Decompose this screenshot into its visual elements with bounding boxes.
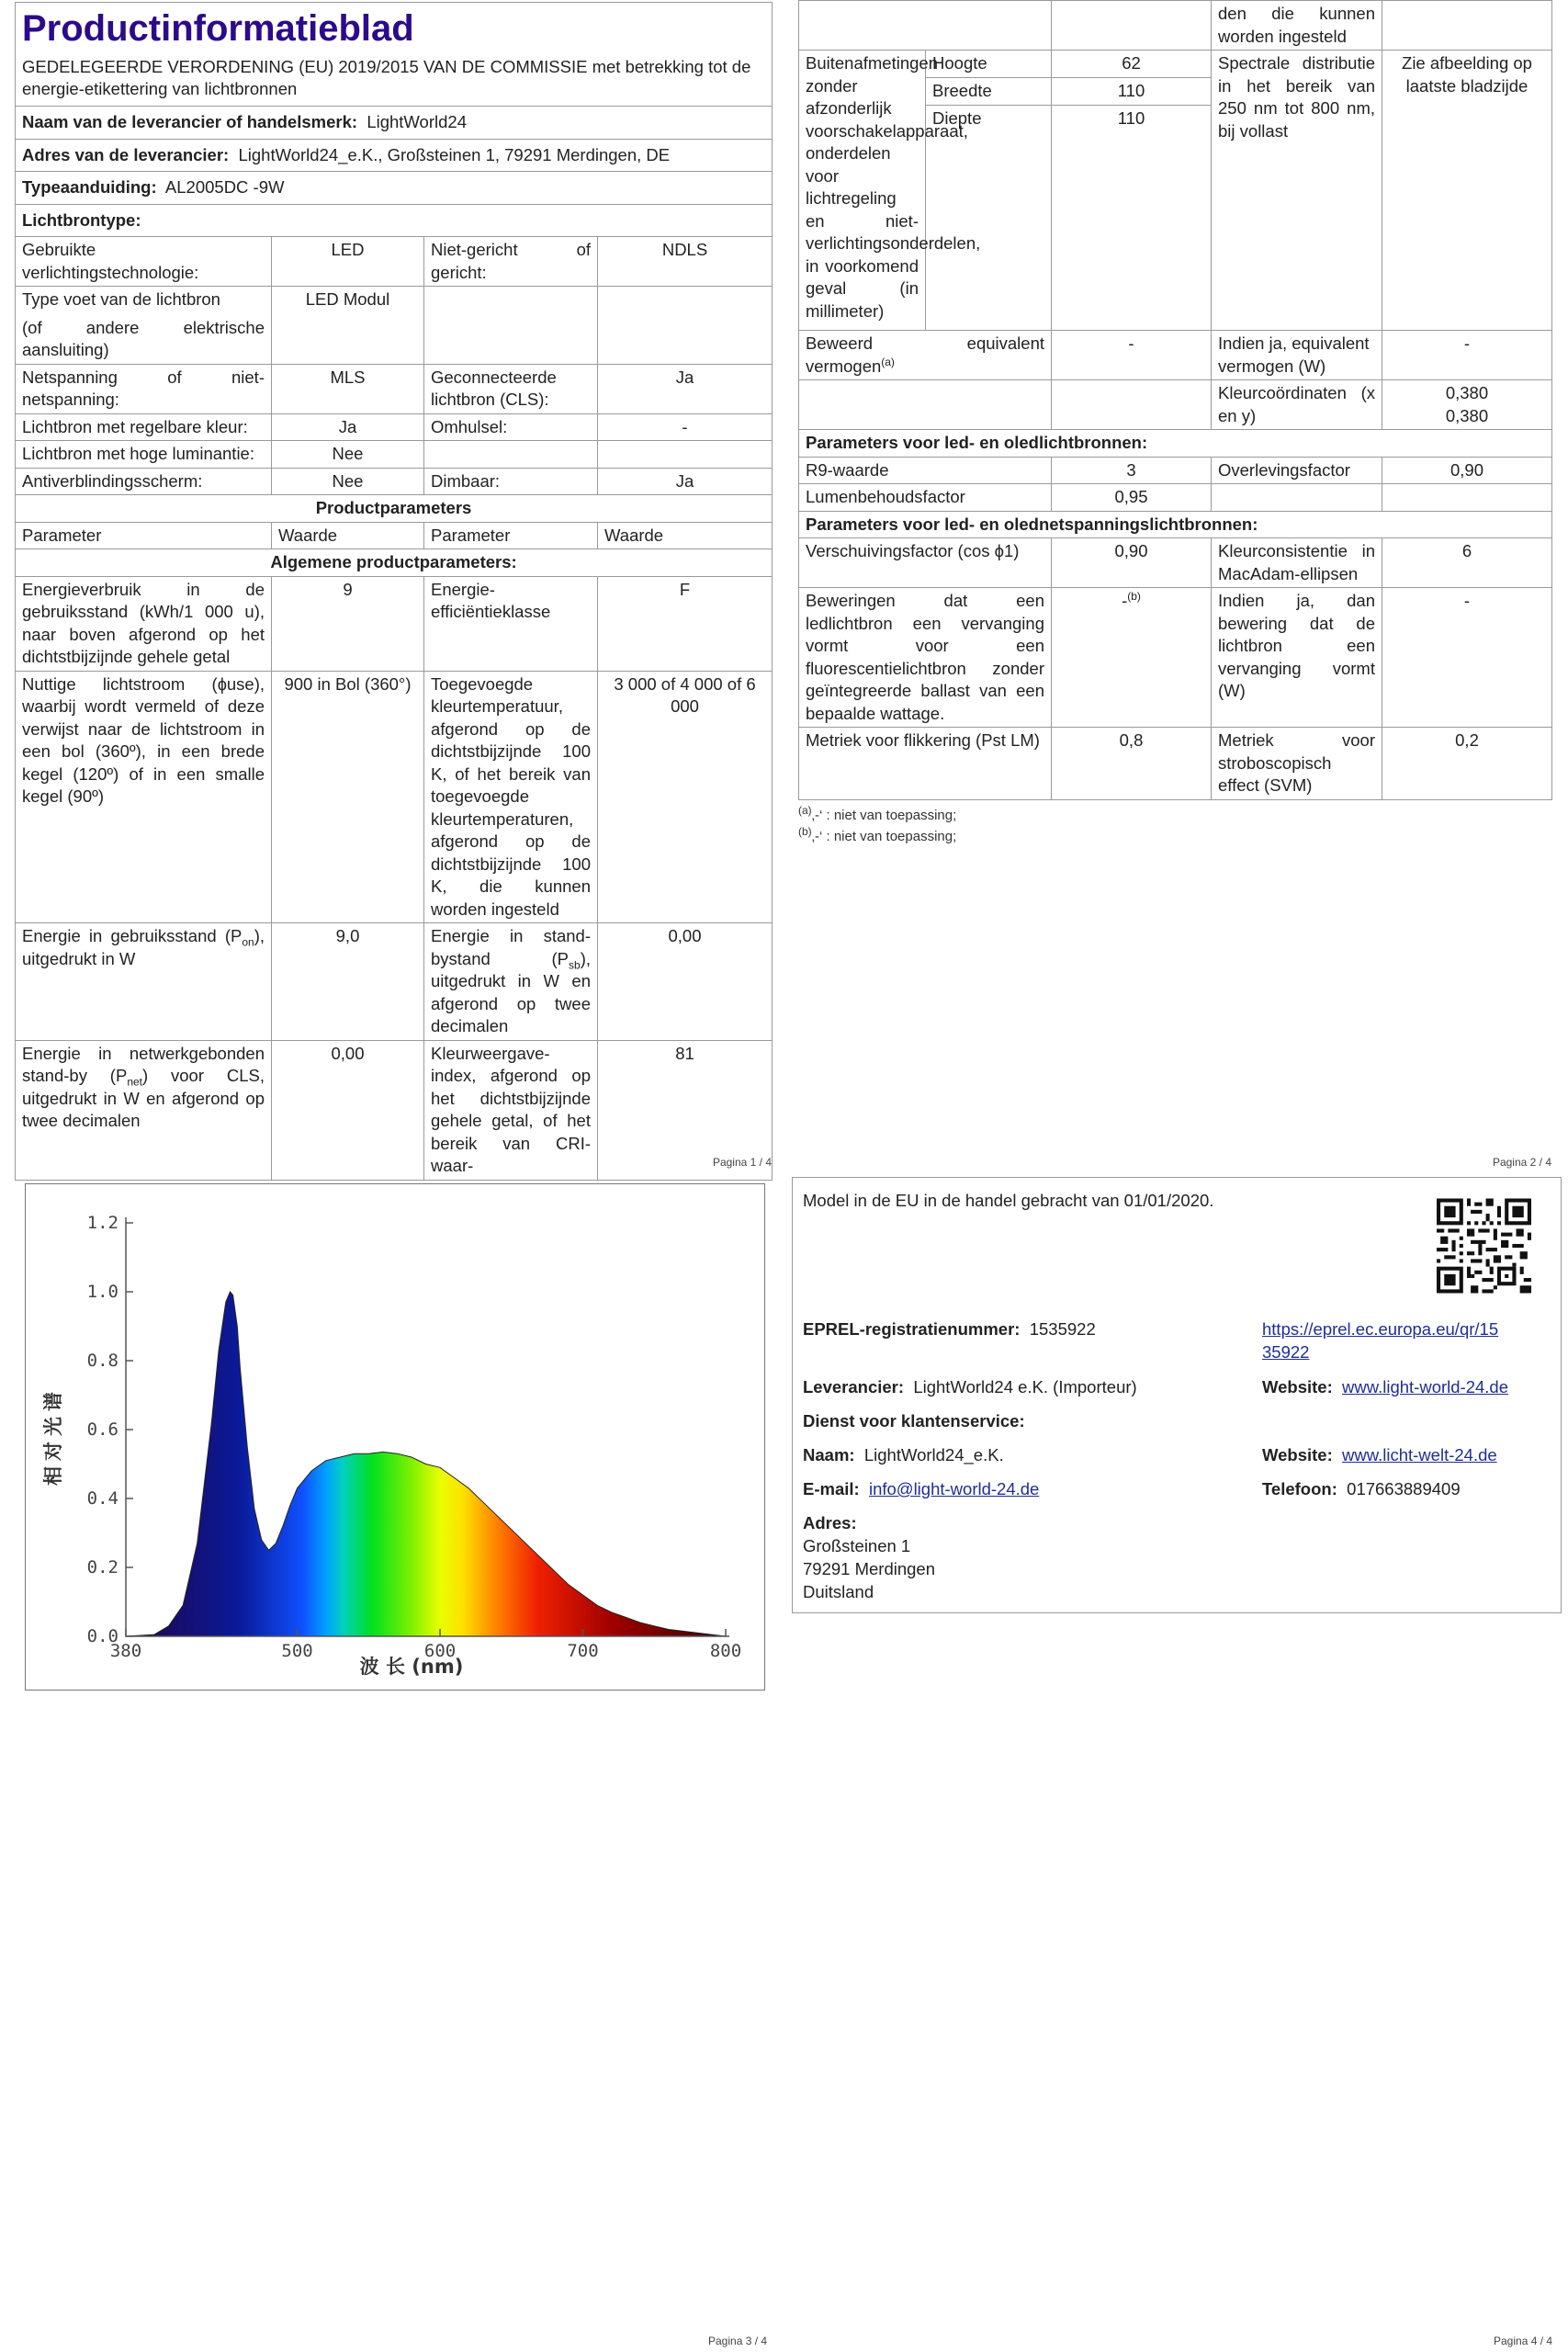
directional-label: Niet-gericht of gericht: [424, 237, 598, 287]
psb-label [424, 923, 598, 1041]
pon-sub: on [242, 935, 254, 949]
supplier-value: LightWorld24 [367, 112, 467, 131]
eqpower-yes-label: Indien ja, equivalent vermogen (W) [1212, 331, 1382, 380]
page-title: Productinformatieblad [22, 8, 414, 49]
dim-label: Dimbaar: [424, 468, 598, 495]
highlum-value: Nee [272, 441, 424, 469]
x-tick-label: 800 [709, 1641, 742, 1661]
cri-label: Kleurweergave-index, afgerond op het dichtstbijzijnde gehele getal, of het bereik van CRI-waar- [424, 1040, 598, 1180]
y-tick-label: 1.2 [86, 1213, 118, 1233]
regulation-text: GEDELEGEERDE VERORDENING (EU) 2019/2015 VAN DE COMMISSIE met betrekking tot de energie-etikettering van lichtbronnen [22, 57, 751, 98]
x-axis-label: 波 长 (nm) [359, 1656, 464, 1678]
footnote-a-mark: (a) [798, 803, 812, 817]
eprel-link-line-1[interactable]: https://eprel.ec.europa.eu/qr/15 [1262, 1319, 1499, 1339]
y-axis-label: 相对光谱 [42, 1386, 64, 1486]
eprel-label: EPREL-registratienummer: [803, 1319, 1021, 1339]
glare-value: Nee [272, 468, 424, 495]
phone-row [1262, 1477, 1461, 1500]
phone-label: Telefoon: [1262, 1479, 1337, 1498]
address-label: Adres van de leverancier: [22, 144, 230, 164]
page-number-4: Pagina 4 / 4 [1494, 2335, 1553, 2347]
y-tick-label: 0.2 [86, 1557, 118, 1577]
plot-area [87, 1213, 741, 1661]
dispfactor-value: 0,90 [1052, 538, 1212, 588]
psb-label-text: Energie in stand-bystand (P [431, 926, 591, 968]
website-row [1262, 1375, 1508, 1398]
colour-label: Lichtbron met regelbare kleur: [16, 413, 272, 441]
website2-link[interactable]: www.licht-welt-24.de [1342, 1445, 1497, 1464]
page-1 [15, 2, 772, 1175]
cap-label-2: (of andere elektrische aansluiting) [22, 317, 265, 359]
footnote-a-text: ‚-‘ : niet van toepassing; [811, 807, 957, 823]
continued-text: den die kunnen worden ingesteld [1212, 1, 1382, 51]
r9-value: 3 [1052, 457, 1212, 484]
address-line-3: Duitsland [803, 1582, 874, 1601]
cap-value: LED Modul [272, 287, 424, 365]
flux-value: 900 in Bol (360°) [272, 671, 424, 923]
pnet-label-text: Energie in netwerkgebonden stand-by (P [22, 1043, 265, 1085]
width-value: 110 [1052, 78, 1212, 106]
eqpower-sup: (a) [881, 355, 895, 368]
footnote-a [798, 803, 1551, 823]
replace-label: Beweringen dat een ledlichtbron een vervanging vormt voor een fluorescentielichtbron zonder geïntegreerde ballast van een bepaalde wattage. [799, 588, 1052, 728]
cap-label-1: Type voet van de lichtbron [22, 289, 220, 309]
y-tick-label: 0.4 [86, 1488, 118, 1509]
email-link[interactable]: info@light-world-24.de [868, 1479, 1040, 1498]
col-header-param-2: Parameter [424, 522, 598, 549]
x-tick-label: 600 [423, 1641, 457, 1661]
col-header-value-2: Waarde [598, 522, 773, 549]
mains-params-heading: Parameters voor led- en olednetspanningslichtbronnen: [799, 511, 1552, 538]
replace-value [1052, 588, 1212, 728]
col-header-param-1: Parameter [16, 522, 272, 549]
phone-value: 017663889409 [1347, 1479, 1461, 1498]
y-tick-label: 0.8 [86, 1351, 118, 1371]
address-line-2: 79291 Merdingen [803, 1559, 935, 1578]
supplier-value-p4: LightWorld24 e.K. (Importeur) [913, 1377, 1137, 1396]
depth-label: Diepte [926, 106, 1052, 331]
replace-yes-label: Indien ja, dan bewering dat de lichtbron een vervanging vormt (W) [1212, 588, 1382, 728]
service-heading [803, 1409, 1025, 1432]
page-number-1: Pagina 1 / 4 [712, 1156, 772, 1169]
psb-sub: sb [569, 958, 581, 972]
qr-code-icon [1437, 1198, 1531, 1294]
energy-value: 9 [272, 576, 424, 671]
survival-label: Overlevingsfactor [1212, 457, 1382, 484]
efficiency-value: F [598, 576, 773, 671]
psb-label-rest: ), uitgedrukt in W en afgerond op twee decimalen [431, 948, 591, 1035]
chroma-label: Kleurcoördinaten (x en y) [1212, 380, 1382, 430]
address-value: LightWorld24_e.K., Großsteinen 1, 79291 Merdingen, DE [238, 144, 671, 164]
pon-label-text: Energie in gebruiksstand (P [22, 926, 243, 945]
lightsource-type-label: Lichtbrontype: [16, 204, 773, 237]
cls-label: Geconnecteerde lichtbron (CLS): [424, 364, 598, 413]
page-number-2: Pagina 2 / 4 [1492, 1156, 1551, 1169]
chroma-y-value: 0,380 [1445, 405, 1489, 425]
envelope-value: - [598, 413, 773, 441]
pnet-label-rest: ) voor CLS, uitgedrukt in W en afgerond op twee decimalen [22, 1066, 265, 1130]
y-tick-label: 1.0 [86, 1282, 118, 1302]
eprel-value: 1535922 [1029, 1319, 1096, 1339]
x-tick-label: 700 [567, 1641, 599, 1661]
colour-value: Ja [272, 413, 424, 441]
supplier-label-p4: Leverancier: [803, 1377, 905, 1396]
mains-value: MLS [272, 364, 424, 413]
r9-label: R9-waarde [799, 457, 1052, 484]
website2-label: Website: [1262, 1445, 1333, 1464]
footnote-b-mark: (b) [798, 824, 812, 838]
y-tick-label: 0.6 [86, 1419, 118, 1440]
supplier-row [803, 1375, 1137, 1398]
address-line-1: Großsteinen 1 [803, 1536, 911, 1555]
email-label: E-mail: [803, 1479, 860, 1498]
col-header-value-1: Waarde [272, 522, 424, 549]
flux-label: Nuttige lichtstroom (ɸuse), waarbij wordt vermeld of deze verwijst naar de lichtstroom in een bol (360º), in een brede kegel (120º) of in een smalle kegel (90º) [16, 671, 272, 923]
footnote-b-text: ‚-‘ : niet van toepassing; [811, 828, 957, 844]
lumen-label: Lumenbehoudsfactor [799, 484, 1052, 512]
spectrum-chart [26, 1184, 763, 1689]
website2-row [1262, 1443, 1497, 1466]
model-date: Model in de EU in de handel gebracht van 01/01/2020. [803, 1191, 1214, 1210]
eprel-row [803, 1317, 1096, 1340]
flicker-value: 0,8 [1052, 728, 1212, 800]
mains-label: Netspanning of niet-netspanning: [16, 364, 272, 413]
spectral-value: Zie afbeelding op laatste bladzijde [1382, 51, 1552, 331]
replace-yes-value: - [1382, 588, 1552, 728]
product-info-table-page2 [798, 0, 1552, 800]
cct-label: Toegevoegde kleurtemperatuur, afgerond op de dichtstbijzijnde 100 K, of het bereik van toegevoegde kleurtemperaturen, afgerond op de dichtstbijzijnde 100 K, die kunnen worden ingesteld [424, 671, 598, 923]
eqpower-label-text: Beweerd equivalent vermogen [806, 334, 1044, 376]
tech-label: Gebruikte verlichtingstechnologie: [16, 237, 272, 287]
replace-sup: (b) [1127, 589, 1141, 603]
name-value: LightWorld24_e.K. [863, 1445, 1004, 1464]
led-params-heading: Parameters voor led- en oledlichtbronnen: [799, 430, 1552, 458]
spectral-label: Spectrale distributie in het bereik van 250 nm tot 800 nm, bij vollast [1212, 51, 1382, 331]
eqpower-label [799, 331, 1052, 380]
dims-label: Buitenafmetingen zonder afzonderlijk voorschakelapparaat, onderdelen voor lichtregeling en niet-verlichtingsonderdelen, in voorkomend geval (in millimeter) [799, 51, 926, 331]
name-label: Naam: [803, 1445, 855, 1464]
supplier-label: Naam van de leverancier of handelsmerk: [22, 112, 358, 131]
replace-value-text: - [1122, 591, 1128, 610]
general-params-heading: Algemene productparameters: [16, 549, 773, 577]
pon-value: 9,0 [272, 923, 424, 1041]
dim-value: Ja [598, 468, 773, 495]
website-label: Website: [1262, 1377, 1333, 1396]
strobo-label: Metriek voor stroboscopisch effect (SVM) [1212, 728, 1382, 800]
pon-label-rest: ), uitgedrukt in W [22, 926, 265, 968]
colcons-value: 6 [1382, 538, 1552, 588]
name-row [803, 1443, 1004, 1466]
highlum-label: Lichtbron met hoge luminantie: [16, 441, 272, 469]
pnet-sub: net [127, 1075, 142, 1089]
eqpower-value: - [1052, 331, 1212, 380]
psb-value: 0,00 [598, 923, 773, 1041]
y-tick-label: 0.0 [86, 1626, 118, 1646]
service-label: Dienst voor klantenservice: [803, 1411, 1025, 1430]
width-label: Breedte [926, 78, 1052, 106]
pnet-label [16, 1040, 272, 1180]
type-value: AL2005DC -9W [164, 177, 285, 197]
colcons-label: Kleurconsistentie in MacAdam-ellipsen [1212, 538, 1382, 588]
website-link[interactable]: www.light-world-24.de [1342, 1377, 1509, 1396]
dispfactor-label: Verschuivingsfactor (cos ϕ1) [799, 538, 1052, 588]
directional-value: NDLS [598, 237, 773, 287]
eprel-link[interactable] [1262, 1317, 1498, 1363]
tech-value: LED [272, 237, 424, 287]
address-block [803, 1511, 935, 1603]
page-4 [792, 1177, 1562, 1613]
cri-value: 81 [598, 1040, 773, 1180]
pon-label [16, 923, 272, 1041]
height-label: Hoogte [926, 51, 1052, 78]
lumen-value: 0,95 [1052, 484, 1212, 512]
footnote-b [798, 824, 1551, 844]
strobo-value: 0,2 [1382, 728, 1552, 800]
eprel-link-line-2[interactable]: 35922 [1262, 1342, 1310, 1362]
envelope-label: Omhulsel: [424, 413, 598, 441]
height-value: 62 [1052, 51, 1212, 78]
page-number-3-footer: Pagina 3 / 4 [708, 2335, 768, 2347]
chroma-x-value: 0,380 [1445, 383, 1489, 402]
product-params-heading: Productparameters [16, 495, 773, 523]
cls-value: Ja [598, 364, 773, 413]
page-2 [798, 0, 1551, 1169]
pnet-value: 0,00 [272, 1040, 424, 1180]
page-3 [25, 1183, 765, 1690]
flicker-label: Metriek voor flikkering (Pst LM) [799, 728, 1052, 800]
email-row [803, 1477, 1039, 1500]
type-label: Typeaanduiding: [22, 177, 157, 197]
eqpower-yes-value: - [1382, 331, 1552, 380]
cct-value: 3 000 of 4 000 of 6 000 [598, 671, 773, 923]
efficiency-label: Energie-efficiëntieklasse [424, 576, 598, 671]
address-label-p4: Adres: [803, 1513, 857, 1532]
x-tick-label: 500 [281, 1641, 313, 1661]
energy-label: Energieverbruik in de gebruiksstand (kWh/1 000 u), naar boven afgerond op het dichtstbijzijnde gehele getal [16, 576, 272, 671]
glare-label: Antiverblindingsscherm: [16, 468, 272, 495]
depth-value: 110 [1052, 106, 1212, 331]
product-info-table-page1 [15, 2, 773, 1181]
x-tick-label: 380 [109, 1641, 142, 1661]
survival-value: 0,90 [1382, 457, 1552, 484]
